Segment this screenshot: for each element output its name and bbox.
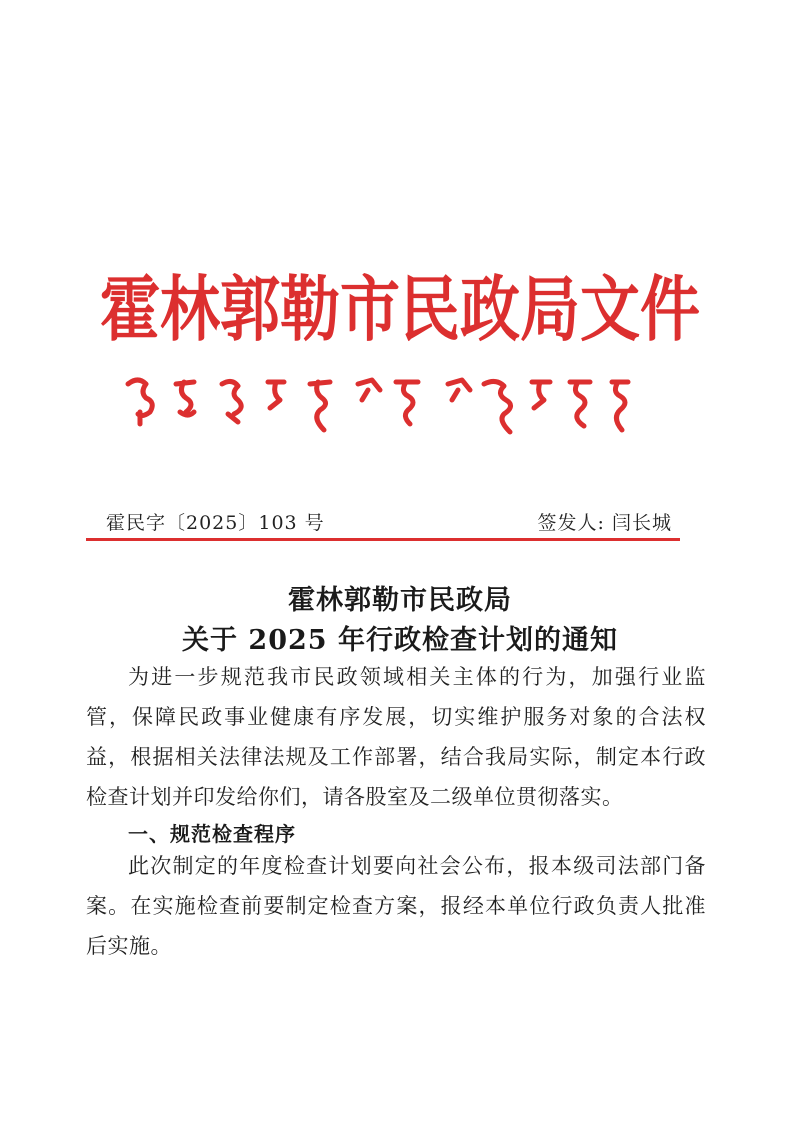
signer-name: 闫长城 <box>611 512 672 534</box>
signer-line <box>538 508 672 535</box>
section-1-heading: 一、规范检查程序 <box>128 822 296 846</box>
document-title-line2: 关于 2025 年行政检查计划的通知 <box>182 625 618 656</box>
header-red-divider <box>86 538 680 541</box>
agency-header-title: 霍林郭勒市民政局文件 <box>100 269 700 352</box>
mongolian-script-glyphs <box>118 370 638 442</box>
signer-label: 签发人: <box>537 512 605 534</box>
document-number: 霍民字〔2025〕103 号 <box>106 512 325 534</box>
document-title-line1: 霍林郭勒市民政局 <box>288 585 512 616</box>
intro-paragraph: 为进一步规范我市民政领域相关主体的行为，加强行业监管，保障民政事业健康有序发展，切实维护服务对象的合法权益，根据相关法律法规及工作部署，结合我局实际，制定本行政检查计划并印发给你们，请各股室及二级单位贯彻落实。 <box>86 665 706 809</box>
mongolian-script-title <box>118 370 638 442</box>
section-1-paragraph: 此次制定的年度检查计划要向社会公布，报本级司法部门备案。在实施检查前要制定检查方案，报经本单位行政负责人批准后实施。 <box>86 854 706 958</box>
